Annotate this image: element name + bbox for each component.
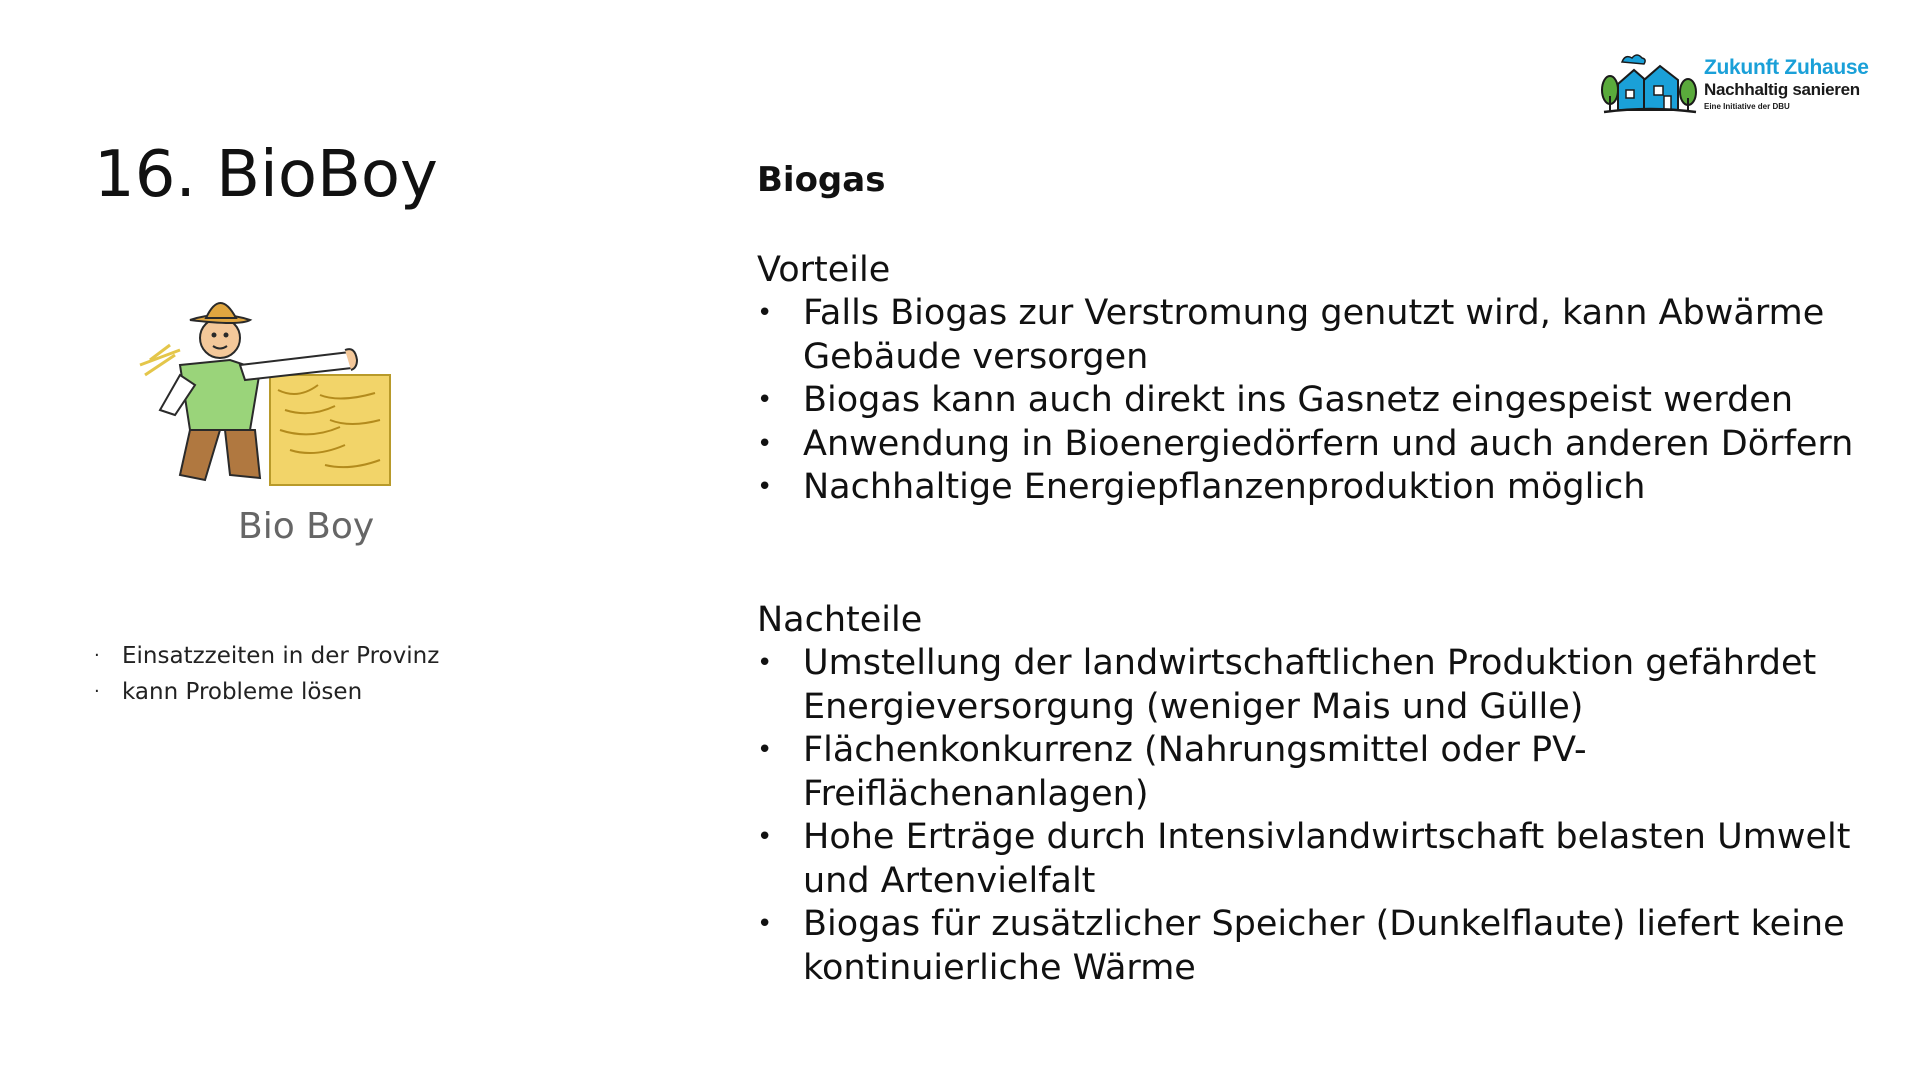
slide-title: 16. BioBoy: [94, 138, 438, 212]
illustration-caption: Bio Boy: [238, 506, 375, 547]
logo-initiative: Eine Initiative der DBU: [1704, 102, 1790, 111]
list-item: • Biogas kann auch direkt ins Gasnetz eingespeist werden: [757, 380, 1794, 420]
section-heading: Biogas: [757, 160, 886, 200]
list-item: · kann Probleme lösen: [94, 679, 363, 705]
list-item: • Anwendung in Bioenergiedörfern und auch anderen Dörfern: [757, 423, 1854, 464]
vorteile-group: [757, 248, 1867, 510]
nachteile-group: [757, 598, 1867, 990]
list-item: • Umstellung der landwirtschaftlichen Produktion gefährdet Energieversorgung (weniger Mais und Gülle): [757, 643, 1817, 727]
list-item: • Biogas für zusätzlicher Speicher (Dunkelflaute) liefert keine kontinuierliche Wärme: [757, 904, 1845, 988]
logo-subtitle: Nachhaltig sanieren: [1704, 80, 1860, 99]
list-item: • Flächenkonkurrenz (Nahrungsmittel oder PV-Freiflächenanlagen): [757, 730, 1587, 814]
left-bullet-list: [92, 638, 439, 710]
nachteile-label: Nachteile: [757, 600, 923, 640]
list-item: • Hohe Erträge durch Intensivlandwirtschaft belasten Umwelt und Artenvielfalt: [757, 817, 1851, 901]
vorteile-list: [757, 292, 1867, 510]
vorteile-label: Vorteile: [757, 250, 891, 290]
list-item: · Einsatzzeiten in der Provinz: [94, 643, 440, 669]
bioboy-illustration: [120, 280, 420, 560]
house-logo-icon: [1600, 50, 1700, 122]
zukunft-zuhause-logo: [1600, 50, 1869, 130]
list-item: • Falls Biogas zur Verstromung genutzt wird, kann Abwärme Gebäude versorgen: [757, 293, 1825, 377]
list-item: • Nachhaltige Energiepflanzenproduktion möglich: [757, 467, 1646, 507]
nachteile-list: [757, 642, 1867, 990]
logo-title: Zukunft Zuhause: [1704, 56, 1869, 79]
farmer-hay-icon: [120, 280, 420, 520]
